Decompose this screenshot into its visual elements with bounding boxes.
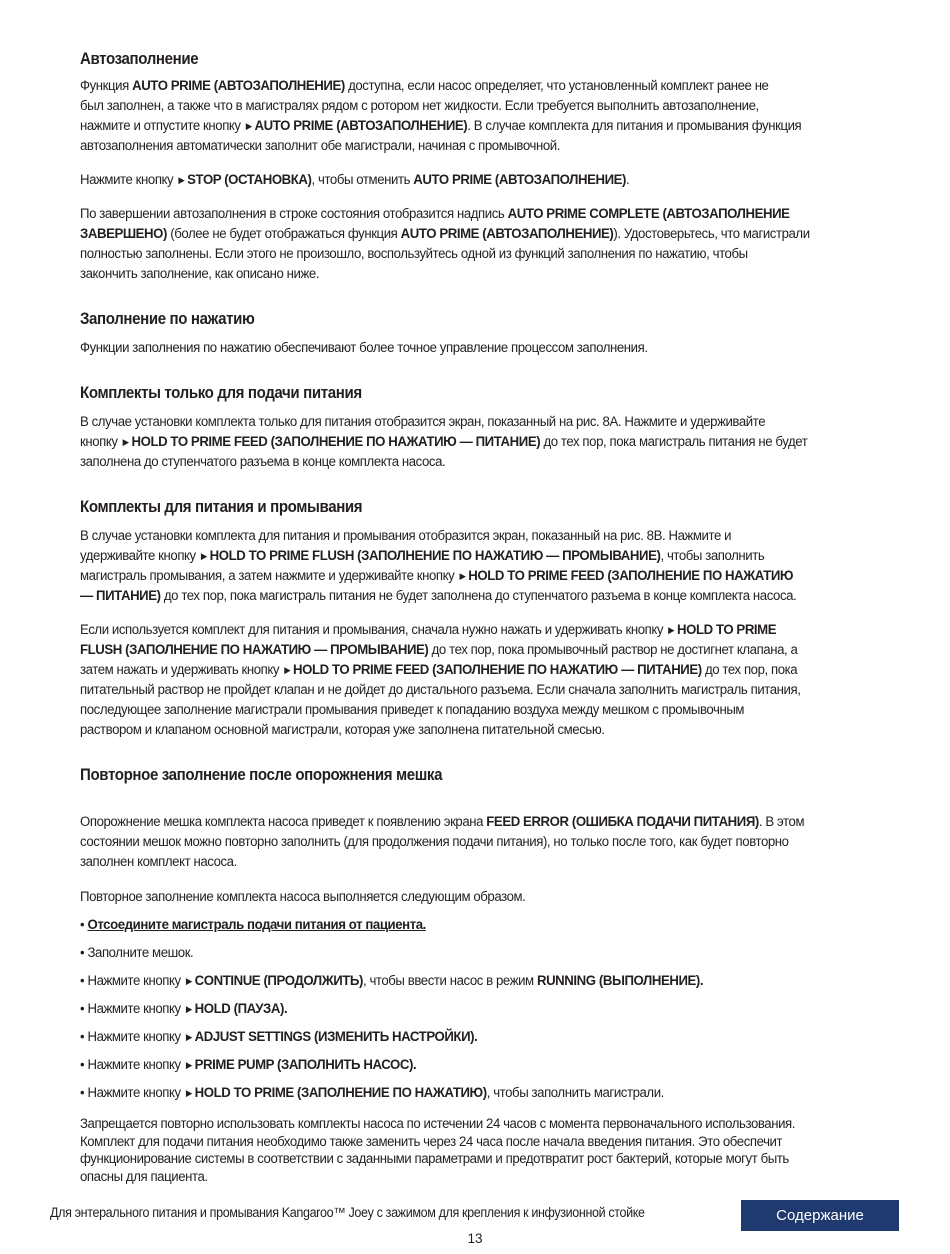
paragraph-feed-flush-sets: В случае установки комплекта для питания и промывания отобразится экран, показанный на рис. 8B. Нажмите и удерживайте кнопку ▶ HOLD TO PRIME FLUSH (ЗАПОЛНЕНИЕ ПО НАЖАТИЮ — ПРОМЫВАНИЕ), чтобы заполнить магистраль промывания, а затем нажмите и удерживайте кнопку ▶ HOLD TO PRIME FEED (ЗАПОЛНЕНИЕ ПО НАЖАТИЮ — ПИТАНИЕ) до тех пор, пока магистраль питания не будет заполнена до ступенчатого разъема в конце комплекта насоса. (80, 528, 797, 604)
table-of-contents-button[interactable]: Содержание (741, 1200, 899, 1231)
footer-product-title: Для энтерального питания и промывания Kangaroo™ Joey с зажимом для крепления к инфузионной стойке (50, 1205, 645, 1220)
list-item: • Нажмите кнопку ▶ CONTINUE (ПРОДОЛЖИТЬ), чтобы ввести насос в режим RUNNING (ВЫПОЛНЕНИЕ). (80, 973, 704, 989)
page-content (80, 48, 900, 1186)
paragraph-flush-first: Если используется комплект для питания и промывания, сначала нужно нажать и удерживать кнопку ▶ HOLD TO PRIME FLUSH (ЗАПОЛНЕНИЕ ПО НАЖАТИЮ — ПРОМЫВАНИЕ) до тех пор, пока промывочный раствор не достигнет клапана, а затем нажать и удерживать кнопку ▶ HOLD TO PRIME FEED (ЗАПОЛНЕНИЕ ПО НАЖАТИЮ — ПИТАНИЕ) до тех пор, пока питательный раствор не пройдет клапан и не дойдет до дистального разъема. Если сначала заполнить магистраль питания, последующее заполнение магистрали промывания приведет к попаданию воздуха между мешком с промывочным раствором и клапаном основной магистрали, которая уже заполнена питательной смесью. (80, 622, 801, 738)
list-item: • Нажмите кнопку ▶ HOLD (ПАУЗА). (80, 1001, 288, 1017)
heading-feed-only-sets: Комплекты только для подачи питания (80, 384, 362, 402)
arrow-icon: ▶ (122, 437, 129, 447)
paragraph-refill-procedure: Повторное заполнение комплекта насоса выполняется следующим образом. (80, 889, 526, 905)
paragraph-feed-only-sets: В случае установки комплекта только для питания отобразится экран, показанный на рис. 8A. Нажмите и удерживайте кнопку ▶ HOLD TO PRIME FEED (ЗАПОЛНЕНИЕ ПО НАЖАТИЮ — ПИТАНИЕ) до тех пор, пока магистраль питания не будет заполнена до ступенчатого разъема в конце комплекта насоса. (80, 414, 808, 470)
page-number: 13 (467, 1231, 483, 1246)
arrow-icon: ▶ (668, 625, 675, 635)
paragraph-stop: Нажмите кнопку ▶ STOP (ОСТАНОВКА), чтобы отменить AUTO PRIME (АВТОЗАПОЛНЕНИЕ). (80, 172, 630, 188)
paragraph-feed-error: Опорожнение мешка комплекта насоса приведет к появлению экрана FEED ERROR (ОШИБКА ПОДАЧИ ПИТАНИЯ). В этом состоянии мешок можно повторно заполнить (для продолжения подачи питания), но только после того, как будет повторно заполнен комплект насоса. (80, 814, 805, 870)
arrow-icon: ▶ (200, 551, 207, 561)
arrow-icon: ▶ (185, 1060, 192, 1070)
arrow-icon: ▶ (178, 175, 185, 185)
heading-refill-bag: Повторное заполнение после опорожнения мешка (80, 766, 443, 784)
heading-feed-flush-sets: Комплекты для питания и промывания (80, 498, 363, 516)
arrow-icon: ▶ (245, 121, 252, 131)
list-item: • Нажмите кнопку ▶ HOLD TO PRIME (ЗАПОЛНЕНИЕ ПО НАЖАТИЮ), чтобы заполнить магистрали. (80, 1085, 664, 1101)
list-item: • Нажмите кнопку ▶ PRIME PUMP (ЗАПОЛНИТЬ НАСОС). (80, 1057, 417, 1073)
list-item: • Отсоедините магистраль подачи питания от пациента. (80, 917, 426, 933)
paragraph-auto-prime-complete: По завершении автозаполнения в строке состояния отобразится надпись AUTO PRIME COMPLETE (АВТОЗАПОЛНЕНИЕ ЗАВЕРШЕНО) (более не будет отображаться функция AUTO PRIME (АВТОЗАПОЛНЕНИЕ)). Удостоверьтесь, что магистрали полностью заполнены. Если этого не произошло, воспользуйтесь одной из функций заполнения по нажатию, чтобы закончить заполнение, как описано ниже. (80, 206, 810, 282)
arrow-icon: ▶ (284, 665, 291, 675)
paragraph-hold-to-prime: Функции заполнения по нажатию обеспечивают более точное управление процессом заполнения. (80, 340, 648, 356)
paragraph-reuse-warning: Запрещается повторно использовать комплекты насоса по истечении 24 часов с момента первоначального использования. Комплект для подачи питания необходимо также заменить через 24 часа после начала введения питания. Это обеспечит функционирование системы в соответствии с заданными параметрами и предотвратит рост бактерий, которые могут быть опасны для пациента. (80, 1116, 796, 1185)
heading-auto-prime: Автозаполнение (80, 50, 199, 68)
arrow-icon: ▶ (459, 571, 466, 581)
arrow-icon: ▶ (185, 1088, 192, 1098)
arrow-icon: ▶ (185, 976, 192, 986)
list-item: • Нажмите кнопку ▶ ADJUST SETTINGS (ИЗМЕНИТЬ НАСТРОЙКИ). (80, 1029, 478, 1045)
arrow-icon: ▶ (185, 1004, 192, 1014)
paragraph-auto-prime-intro: Функция AUTO PRIME (АВТОЗАПОЛНЕНИЕ) доступна, если насос определяет, что установленный комплект ранее не был заполнен, а также что в магистралях рядом с ротором нет жидкости. Если требуется выполнить автозаполнение, нажмите и отпустите кнопку ▶ AUTO PRIME (АВТОЗАПОЛНЕНИЕ). В случае комплекта для питания и промывания функция автозаполнения автоматически заполнит обе магистрали, начиная с промывочной. (80, 78, 802, 154)
heading-hold-to-prime: Заполнение по нажатию (80, 310, 255, 328)
list-item: • Заполните мешок. (80, 945, 194, 961)
arrow-icon: ▶ (185, 1032, 192, 1042)
